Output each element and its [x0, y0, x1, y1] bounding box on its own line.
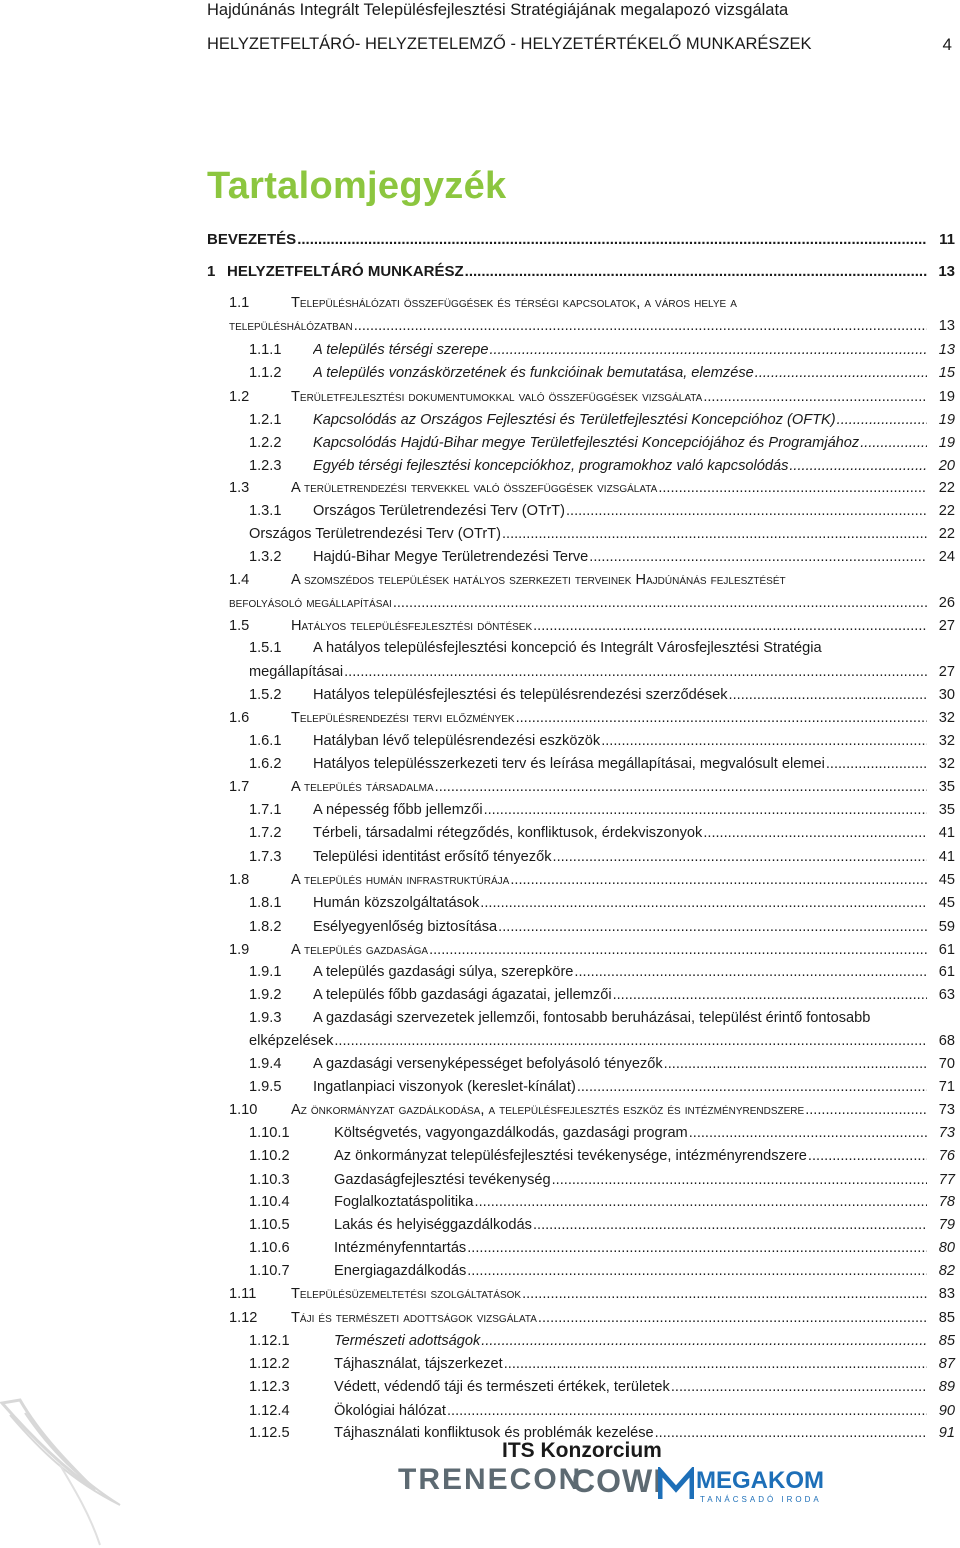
toc-entry-title: Hatályos településfejlesztési döntések ..... — [291, 616, 927, 637]
toc-entry-title: Ingatlanpiaci viszonyok (kereslet-kínálat) ..... — [313, 1077, 927, 1098]
toc-entry-number: 1.3.1 — [249, 503, 282, 519]
toc-entry-title: Hatályos településfejlesztési és településrendezési szerződések ..... — [313, 685, 927, 706]
toc-entry-page: 87 — [938, 1356, 955, 1372]
toc-entry[interactable] — [207, 501, 955, 522]
toc-entry-page: 41 — [938, 849, 955, 865]
toc-entry-number: 1.9 — [229, 942, 250, 958]
toc-entry-page: 13 — [938, 342, 955, 358]
toc-entry-number: 1.10.2 — [249, 1148, 290, 1164]
toc-entry-page: 19 — [938, 435, 955, 451]
toc-entry-title: A település társadalma ..... — [291, 777, 927, 798]
toc-entry-number: 1.10 — [229, 1102, 258, 1118]
toc-entry[interactable] — [207, 823, 955, 844]
toc-entry-title: A szomszédos települések hatályos szerkezeti terveinek Hajdúnánás fejlesztését — [291, 572, 786, 588]
toc-entry-page: 41 — [938, 825, 955, 841]
header-line-1: Hajdúnánás Integrált Településfejlesztési Stratégiájának megalapozó vizsgálata — [207, 1, 789, 19]
toc-entry[interactable] — [207, 261, 955, 282]
toc-entry-page: 32 — [938, 756, 955, 772]
toc-entry-title: Természeti adottságok ..... — [334, 1331, 927, 1352]
toc-entry-title: Településrendezési tervi előzmények ..... — [291, 708, 927, 729]
toc-entry-page: 79 — [938, 1217, 955, 1233]
toc-entry[interactable] — [207, 1192, 955, 1213]
toc-entry-number: 1.6.2 — [249, 756, 282, 772]
toc-entry[interactable] — [207, 870, 955, 891]
toc-entry[interactable] — [207, 1284, 955, 1305]
toc-entry-number: 1.9.4 — [249, 1056, 282, 1072]
toc-entry-page: 19 — [938, 412, 955, 428]
toc-entry-title: megállapításai ..... — [249, 662, 927, 683]
toc-entry-title: településhálózatban ..... — [229, 316, 927, 337]
toc-entry-title: Tájhasználati konfliktusok és problémák kezelése ..... — [334, 1423, 927, 1444]
toc-entry-title: Egyéb térségi fejlesztési koncepciókhoz, programokhoz való kapcsolódás ..... — [313, 456, 927, 477]
toc-entry-page: 90 — [938, 1403, 955, 1419]
toc-entry[interactable] — [207, 777, 955, 798]
toc-entry-number: 1 — [207, 263, 216, 280]
toc-entry-number: 1.6.1 — [249, 733, 282, 749]
page-title: Tartalomjegyzék — [207, 165, 507, 207]
toc-entry-page: 30 — [938, 687, 955, 703]
toc-entry[interactable] — [207, 917, 955, 938]
toc-entry-title: elképzelések ..... — [249, 1031, 927, 1052]
toc-entry[interactable] — [207, 1354, 955, 1375]
toc-entry-number: 1.7.1 — [249, 802, 282, 818]
toc-entry-number: 1.10.3 — [249, 1172, 290, 1188]
toc-entry-title: A település humán infrastruktúrája ..... — [291, 870, 927, 891]
toc-entry[interactable] — [207, 387, 955, 408]
toc-entry[interactable] — [207, 1238, 955, 1259]
toc-entry[interactable] — [207, 1008, 955, 1029]
toc-entry-page: 22 — [938, 480, 955, 496]
toc-entry-page: 15 — [938, 365, 955, 381]
toc-entry-page: 13 — [938, 263, 955, 280]
toc-entry[interactable] — [207, 1100, 955, 1121]
toc-entry-title: Humán közszolgáltatások ..... — [313, 893, 927, 914]
toc-entry-number: 1.8 — [229, 872, 250, 888]
toc-entry-number: 1.9.5 — [249, 1079, 282, 1095]
toc-entry[interactable] — [207, 547, 955, 568]
toc-entry-number: 1.9.2 — [249, 987, 282, 1003]
toc-entry-number: 1.2.1 — [249, 412, 282, 428]
toc-entry-title: Táji és természeti adottságok vizsgálata ..... — [291, 1308, 927, 1329]
toc-entry-title: Településüzemeltetési szolgáltatások ..... — [291, 1284, 927, 1305]
toc-entry[interactable] — [207, 847, 955, 868]
toc-entry-number: 1.12.3 — [249, 1379, 290, 1395]
toc-entry-page: 35 — [938, 779, 955, 795]
toc-entry-title: Hatályban lévő településrendezési eszközök ..... — [313, 731, 927, 752]
toc-entry-number: 1.12.4 — [249, 1403, 290, 1419]
toc-entry-number: 1.5.1 — [249, 640, 282, 656]
toc-entry-page: 77 — [938, 1172, 955, 1188]
toc-entry-page: 27 — [938, 664, 955, 680]
toc-entry-number: 1.2.2 — [249, 435, 282, 451]
toc-entry[interactable] — [207, 316, 955, 337]
toc-entry-title: Térbeli, társadalmi rétegződés, konfliktusok, érdekviszonyok ..... — [313, 823, 927, 844]
toc-entry[interactable] — [207, 1261, 955, 1282]
toc-entry-page: 13 — [938, 318, 955, 334]
toc-entry-number: 1.12 — [229, 1310, 258, 1326]
toc-entry-page: 89 — [938, 1379, 955, 1395]
toc-entry-title: Hatályos településszerkezeti terv és leírása megállapításai, megvalósult elemei ..... — [313, 754, 927, 775]
toc-entry-title: A település gazdasági súlya, szerepköre ..... — [313, 962, 927, 983]
toc-entry-page: 11 — [939, 231, 955, 248]
toc-entry-title: Gazdaságfejlesztési tevékenység ..... — [334, 1170, 927, 1191]
cowi-logo: COWI — [572, 1463, 664, 1499]
toc-entry-title: Védett, védendő táji és természeti értékek, területek ..... — [334, 1377, 927, 1398]
toc-entry-page: 91 — [938, 1425, 955, 1441]
toc-entry[interactable] — [207, 731, 955, 752]
toc-entry[interactable] — [207, 524, 955, 545]
toc-entry-page: 83 — [938, 1286, 955, 1302]
toc-entry-number: 1.3 — [229, 480, 250, 496]
toc-entry-number: 1.10.7 — [249, 1263, 290, 1279]
toc-entry[interactable] — [207, 893, 955, 914]
toc-entry-number: 1.2.3 — [249, 458, 282, 474]
toc-entry[interactable] — [207, 662, 955, 683]
toc-entry[interactable] — [207, 1077, 955, 1098]
toc-entry-number: 1.12.5 — [249, 1425, 290, 1441]
toc-entry-page: 27 — [938, 618, 955, 634]
toc-entry-title: Az önkormányzat településfejlesztési tevékenysége, intézményrendszere ..... — [334, 1146, 927, 1167]
toc-entry-page: 19 — [938, 389, 955, 405]
toc-entry[interactable] — [207, 1308, 955, 1329]
toc-entry[interactable] — [207, 1331, 955, 1352]
toc-entry[interactable] — [207, 1054, 955, 1075]
toc-entry-page: 63 — [938, 987, 955, 1003]
toc-entry[interactable] — [207, 638, 955, 659]
toc-entry-page: 85 — [938, 1310, 955, 1326]
toc-entry-number: 1.7.2 — [249, 825, 282, 841]
toc-entry[interactable] — [207, 293, 955, 314]
toc-entry-title: Településhálózati összefüggések és térségi kapcsolatok, a város helye a — [291, 295, 737, 311]
toc-entry-number: 1.4 — [229, 572, 250, 588]
toc-entry-page: 82 — [938, 1263, 955, 1279]
toc-entry-page: 78 — [938, 1194, 955, 1210]
toc-entry-page: 73 — [938, 1102, 955, 1118]
toc-entry-number: 1.1.2 — [249, 365, 282, 381]
trenecon-logo: TRENECON — [398, 1463, 583, 1496]
toc-entry-number: 1.10.4 — [249, 1194, 290, 1210]
toc-entry-title: Az önkormányzat gazdálkodása, a településfejlesztés eszköz és intézményrendszere ..... — [291, 1100, 927, 1121]
toc-entry-title: Ökológiai hálózat ..... — [334, 1401, 927, 1422]
toc-entry[interactable] — [207, 363, 955, 384]
toc-entry-number: 1.8.1 — [249, 895, 282, 911]
toc-entry[interactable] — [207, 229, 955, 250]
toc-entry[interactable] — [207, 456, 955, 477]
toc-entry-page: 20 — [938, 458, 955, 474]
toc-entry-title: Országos Területrendezési Terv (OTrT) ..... — [249, 524, 927, 545]
toc-entry-number: 1.10.6 — [249, 1240, 290, 1256]
toc-entry[interactable] — [207, 708, 955, 729]
toc-entry-number: 1.5.2 — [249, 687, 282, 703]
header-line-2: HELYZETFELTÁRÓ- HELYZETELEMZŐ - HELYZETÉRTÉKELŐ MUNKARÉSZEK — [207, 35, 812, 53]
toc-entry[interactable] — [207, 940, 955, 961]
toc-entry-title: A hatályos településfejlesztési koncepció és Integrált Városfejlesztési Stratégia — [313, 640, 822, 656]
bird-watermark-icon — [0, 1395, 140, 1548]
toc-entry-title: Költségvetés, vagyongazdálkodás, gazdasági program ..... — [334, 1123, 927, 1144]
toc-entry[interactable] — [207, 433, 955, 454]
toc-entry[interactable] — [207, 754, 955, 775]
toc-entry[interactable] — [207, 1170, 955, 1191]
toc-entry-page: 80 — [938, 1240, 955, 1256]
toc-entry-number: 1.10.1 — [249, 1125, 290, 1141]
toc-entry-title: A település térségi szerepe ..... — [313, 340, 927, 361]
toc-entry-page: 70 — [938, 1056, 955, 1072]
toc-entry-number: 1.2 — [229, 389, 250, 405]
toc-entry[interactable] — [207, 800, 955, 821]
toc-entry[interactable] — [207, 685, 955, 706]
toc-entry-page: 61 — [938, 964, 955, 980]
toc-entry-page: 68 — [938, 1033, 955, 1049]
footer — [0, 1395, 960, 1548]
toc-entry-title: Intézményfenntartás ..... — [334, 1238, 927, 1259]
toc-entry[interactable] — [207, 478, 955, 499]
toc-entry-title: A település vonzáskörzetének és funkcióinak bemutatása, elemzése ..... — [313, 363, 927, 384]
toc-entry-page: 22 — [938, 503, 955, 519]
toc-entry-number: 1.12.1 — [249, 1333, 290, 1349]
toc-entry-page: 71 — [938, 1079, 955, 1095]
toc-entry[interactable] — [207, 1215, 955, 1236]
toc-entry-title: Lakás és helyiséggazdálkodás ..... — [334, 1215, 927, 1236]
toc-entry-title: A gazdasági versenyképességet befolyásoló tényezők ..... — [313, 1054, 927, 1075]
toc-entry-page: 73 — [938, 1125, 955, 1141]
toc-entry-number: 1.6 — [229, 710, 250, 726]
toc-entry-number: 1.8.2 — [249, 919, 282, 935]
consortium-label: ITS Konzorcium — [502, 1439, 662, 1462]
toc-entry-number: 1.12.2 — [249, 1356, 290, 1372]
toc-entry-number: 1.9.1 — [249, 964, 282, 980]
toc-entry-page: 35 — [938, 802, 955, 818]
toc-entry[interactable] — [207, 570, 955, 591]
toc-entry-title: Hajdú-Bihar Megye Területrendezési Terve ..... — [313, 547, 927, 568]
toc-entry-title: Tájhasználat, tájszerkezet ..... — [334, 1354, 927, 1375]
toc-entry[interactable] — [207, 1031, 955, 1052]
toc-entry-number: 1.7 — [229, 779, 250, 795]
toc-entry-title: Kapcsolódás Hajdú-Bihar megye Területfejlesztési Koncepciójához és Programjához ..... — [313, 433, 927, 454]
toc-entry-page: 76 — [938, 1148, 955, 1164]
toc-entry-number: 1.9.3 — [249, 1010, 282, 1026]
toc-entry[interactable] — [207, 1146, 955, 1167]
toc-entry[interactable] — [207, 1123, 955, 1144]
toc-entry[interactable] — [207, 985, 955, 1006]
toc-entry-title: HELYZETFELTÁRÓ MUNKARÉSZ ..... — [227, 261, 927, 282]
toc-entry[interactable] — [207, 962, 955, 983]
toc-entry-page: 85 — [938, 1333, 955, 1349]
toc-entry-number: 1.7.3 — [249, 849, 282, 865]
toc-entry-page: 45 — [938, 895, 955, 911]
toc-entry-number: 1.10.5 — [249, 1217, 290, 1233]
page-number: 4 — [942, 35, 952, 54]
megakom-subtitle: TANÁCSADÓ IRODA — [700, 1495, 822, 1504]
toc-entry-number: 1.1.1 — [249, 342, 282, 358]
toc-entry-title: A település főbb gazdasági ágazatai, jellemzői ..... — [313, 985, 927, 1006]
toc-entry-title: BEVEZETÉS ..... — [207, 229, 927, 250]
toc-entry-title: A település gazdasága ..... — [291, 940, 927, 961]
toc-entry-page: 24 — [938, 549, 955, 565]
toc-entry-page: 26 — [938, 595, 955, 611]
toc-entry-title: A területrendezési tervekkel való összefüggések vizsgálata ..... — [291, 478, 927, 499]
toc-entry[interactable] — [207, 410, 955, 431]
toc-entry-title: Kapcsolódás az Országos Fejlesztési és Területfejlesztési Koncepcióhoz (OFTK) ..... — [313, 410, 927, 431]
toc-entry-page: 32 — [938, 710, 955, 726]
toc-entry-title: Települési identitást erősítő tényezők ..... — [313, 847, 927, 868]
toc-entry-title: Energiagazdálkodás ..... — [334, 1261, 927, 1282]
toc-entry-title: befolyásoló megállapításai ..... — [229, 593, 927, 614]
toc-entry-title: A gazdasági szervezetek jellemzői, fontosabb beruházásai, települést érintő fontosabb — [313, 1010, 871, 1026]
toc-entry-number: 1.5 — [229, 618, 250, 634]
toc-entry-page: 32 — [938, 733, 955, 749]
toc-entry-title: Esélyegyenlőség biztosítása ..... — [313, 917, 927, 938]
toc-entry-title: Országos Területrendezési Terv (OTrT) ..... — [313, 501, 927, 522]
toc-entry-page: 59 — [938, 919, 955, 935]
megakom-logo: MEGAKOM — [696, 1467, 824, 1494]
toc-entry-number: 1.3.2 — [249, 549, 282, 565]
toc-entry-number: 1.11 — [229, 1286, 257, 1302]
toc-entry[interactable] — [207, 616, 955, 637]
toc-entry-page: 45 — [938, 872, 955, 888]
toc-entry-page: 61 — [938, 942, 955, 958]
toc-entry-title: Foglalkoztatáspolitika ..... — [334, 1192, 927, 1213]
toc-entry-page: 22 — [938, 526, 955, 542]
toc-entry-title: A népesség főbb jellemzői ..... — [313, 800, 927, 821]
toc-entry-number: 1.1 — [229, 295, 250, 311]
toc-entry[interactable] — [207, 593, 955, 614]
toc-entry[interactable] — [207, 340, 955, 361]
toc-entry-title: Területfejlesztési dokumentumokkal való összefüggések vizsgálata ..... — [291, 387, 927, 408]
megakom-mark-icon — [658, 1467, 694, 1501]
